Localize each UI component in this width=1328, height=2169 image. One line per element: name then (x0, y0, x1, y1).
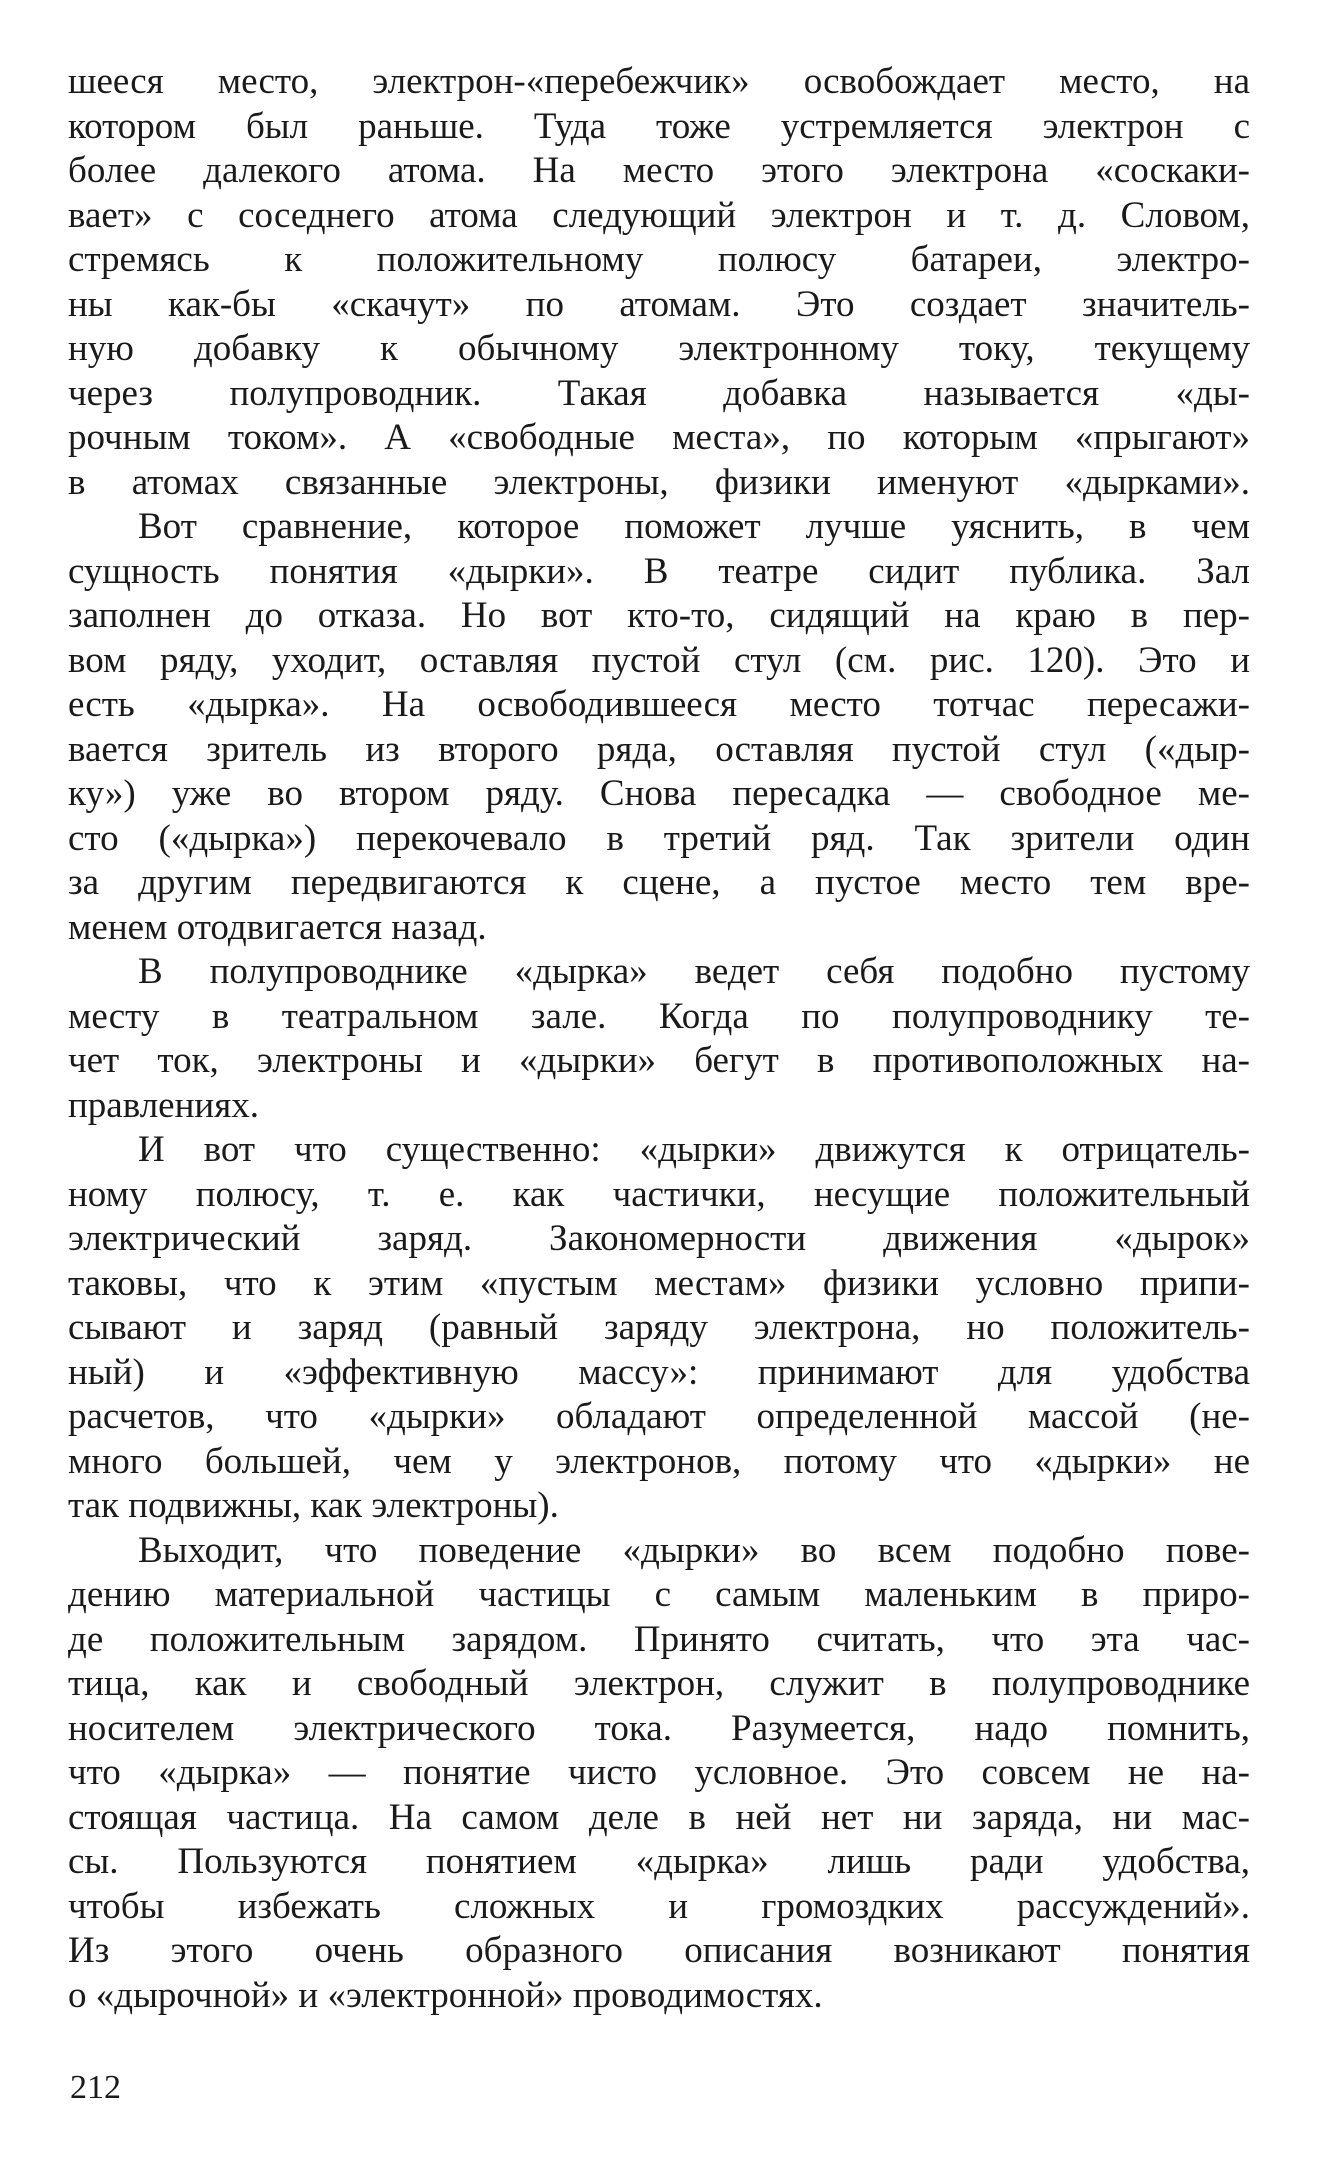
page-number: 212 (70, 2069, 121, 2106)
text-line: ному полюсу, т. е. как частички, несущие положительный (68, 1173, 1250, 1215)
text-line: ный) и «эффективную массу»: принимают для удобства (68, 1351, 1250, 1393)
text-line: о «дырочной» и «электронной» проводимостях. (68, 1974, 823, 2016)
text-line: что «дырка» — понятие чисто условное. Это совсем не на- (68, 1752, 1250, 1793)
text-line: менем отодвигается назад. (68, 906, 487, 948)
text-line: много большей, чем у электронов, потому что «дырки» не (68, 1440, 1250, 1482)
text-line: через полупроводник. Такая добавка называется «ды- (68, 372, 1250, 414)
text-line: Вот сравнение, которое поможет лучше уяснить, в чем (138, 506, 1250, 547)
text-line: заполнен до отказа. Но вот кто-то, сидящий на краю в пер- (68, 595, 1250, 636)
text-line: рочным током». А «свободные места», по которым «прыгают» (68, 417, 1250, 458)
page-body (68, 60, 1250, 2018)
text-line: стоящая частица. На самом деле в ней нет ни заряда, ни мас- (68, 1796, 1250, 1838)
text-line: вом ряду, уходит, оставляя пустой стул (см. рис. 120). Это и (68, 639, 1250, 681)
text-line: месту в театральном зале. Когда по полупроводнику те- (68, 995, 1250, 1037)
text-line: таковы, что к этим «пустым местам» физики условно припи- (68, 1262, 1250, 1304)
text-line: вается зритель из второго ряда, оставляя пустой стул («дыр- (68, 728, 1250, 770)
text-line: в атомах связанные электроны, физики именуют «дырками». (68, 461, 1250, 503)
text-line: за другим передвигаются к сцене, а пустое место тем вре- (68, 862, 1250, 903)
text-line: более далекого атома. На место этого электрона «соскаки- (68, 150, 1250, 191)
text-line: электрический заряд. Закономерности движения «дырок» (68, 1218, 1250, 1259)
text-line: ную добавку к обычному электронному току, текущему (68, 328, 1250, 369)
text-line: чет ток, электроны и «дырки» бегут в противоположных на- (68, 1040, 1250, 1081)
text-line: ны как-бы «скачут» по атомам. Это создает значитель- (68, 283, 1250, 325)
text-line: стремясь к положительному полюсу батареи, электро- (68, 239, 1250, 280)
text-line: тица, как и свободный электрон, служит в полупроводнике (68, 1663, 1250, 1704)
paragraph-5 (68, 1529, 1250, 2019)
paragraph-1 (68, 60, 1250, 505)
text-line: дению материальной частицы с самым маленьким в приро- (68, 1574, 1250, 1615)
text-line: Выходит, что поведение «дырки» во всем подобно пове- (138, 1529, 1250, 1571)
text-line: Из этого очень образного описания возникают понятия (68, 1930, 1250, 1971)
text-line: расчетов, что «дырки» обладают определенной массой (не- (68, 1396, 1250, 1437)
text-line: де положительным зарядом. Принято считать, что эта час- (68, 1618, 1250, 1660)
text-line: вает» с соседнего атома следующий электрон и т. д. Словом, (68, 194, 1250, 236)
text-line: шееся место, электрон-«перебежчик» освобождает место, на (68, 61, 1250, 102)
text-line: так подвижны, как электроны). (68, 1485, 559, 1526)
text-line: сывают и заряд (равный заряду электрона, но положитель- (68, 1307, 1250, 1348)
text-line: И вот что существенно: «дырки» движутся к отрицатель- (138, 1129, 1250, 1170)
text-line: есть «дырка». На освободившееся место тотчас пересажи- (68, 684, 1250, 725)
text-line: правлениях. (68, 1084, 259, 1126)
text-line: носителем электрического тока. Разумеется, надо помнить, (68, 1707, 1250, 1749)
text-line: В полупроводнике «дырка» ведет себя подобно пустому (138, 951, 1250, 992)
text-line: ку») уже во втором ряду. Снова пересадка — свободное ме- (68, 773, 1250, 814)
text-line: сущность понятия «дырки». В театре сидит публика. Зал (68, 550, 1250, 592)
paragraph-3 (68, 950, 1250, 1128)
text-line: котором был раньше. Туда тоже устремляется электрон с (68, 105, 1250, 147)
text-line: сы. Пользуются понятием «дырка» лишь ради удобства, (68, 1841, 1250, 1882)
text-line: чтобы избежать сложных и громоздких рассуждений». (68, 1885, 1250, 1927)
text-line: сто («дырка») перекочевало в третий ряд. Так зрители один (68, 817, 1250, 859)
paragraph-4 (68, 1128, 1250, 1529)
paragraph-2 (68, 505, 1250, 950)
